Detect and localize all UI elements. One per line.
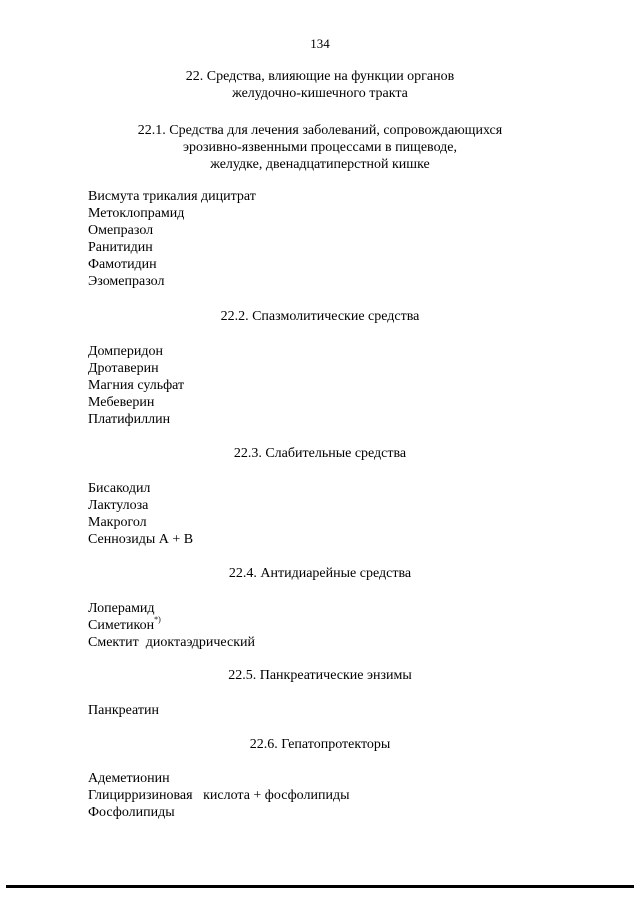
drug-item: Макрогол (88, 515, 147, 530)
drug-item: Висмута трикалия дицитрат (88, 189, 256, 204)
subsection-title-22-4 (0, 565, 640, 582)
subsection-title-22-5 (0, 667, 640, 684)
subsection-title-line: 22.2. Спазмолитические средства (220, 309, 420, 324)
section-title-line: 22. Средства, влияющие на функции органов (185, 69, 455, 84)
drug-item: Омепразол (88, 223, 154, 238)
drug-item: Эзомепразол (88, 274, 165, 289)
drug-list-22-2 (88, 343, 184, 428)
bottom-rule (6, 885, 634, 888)
drug-item: Магния сульфат (88, 378, 185, 393)
section-title (0, 68, 640, 102)
subsection-title-line: 22.3. Слабительные средства (233, 446, 407, 461)
drug-item: Бисакодил (88, 481, 151, 496)
subsection-title-22-6 (0, 736, 640, 753)
drug-item: Лактулоза (88, 498, 149, 513)
subsection-title-line: эрозивно-язвенными процессами в пищеводе, (183, 140, 457, 155)
drug-item: Сеннозиды А + В (88, 532, 194, 547)
subsection-title-line: 22.4. Антидиарейные средства (228, 566, 412, 581)
subsection-title-line: 22.6. Гепатопротекторы (249, 737, 391, 752)
drug-list-22-5 (88, 702, 159, 719)
drug-item: Глицирризиновая кислота + фосфолипиды (88, 788, 350, 803)
drug-item: Адеметионин (88, 771, 170, 786)
drug-item: Мебеверин (88, 395, 155, 410)
subsection-title-line: 22.1. Средства для лечения заболеваний, сопровождающихся (137, 123, 503, 138)
drug-item: Фосфолипиды (88, 805, 175, 820)
subsection-title-22-2 (0, 308, 640, 325)
drug-item: Метоклопрамид (88, 206, 185, 221)
drug-item: Смектит диоктаэдрический (88, 635, 255, 650)
footnote-mark: *) (154, 615, 161, 624)
drug-list-22-3 (88, 480, 193, 548)
subsection-title-22-3 (0, 445, 640, 462)
drug-item-name: Симетикон (88, 618, 155, 633)
subsection-title-22-1 (0, 122, 640, 173)
drug-item: Платифиллин (88, 412, 171, 427)
drug-list-22-6 (88, 770, 349, 821)
drug-item: Ранитидин (88, 240, 153, 255)
drug-item: Лоперамид (88, 601, 155, 616)
subsection-title-line: желудке, двенадцатиперстной кишке (210, 157, 430, 172)
subsection-title-line: 22.5. Панкреатические энзимы (228, 668, 412, 683)
drug-item: Домперидон (88, 344, 163, 359)
drug-item: Фамотидин (88, 257, 157, 272)
drug-item: Дротаверин (88, 361, 159, 376)
drug-item: Панкреатин (88, 703, 159, 718)
drug-list-22-1 (88, 188, 256, 290)
page-number: 134 (310, 36, 330, 51)
section-title-line: желудочно-кишечного тракта (232, 86, 408, 101)
drug-list-22-4 (88, 600, 255, 651)
drug-item (88, 617, 255, 634)
